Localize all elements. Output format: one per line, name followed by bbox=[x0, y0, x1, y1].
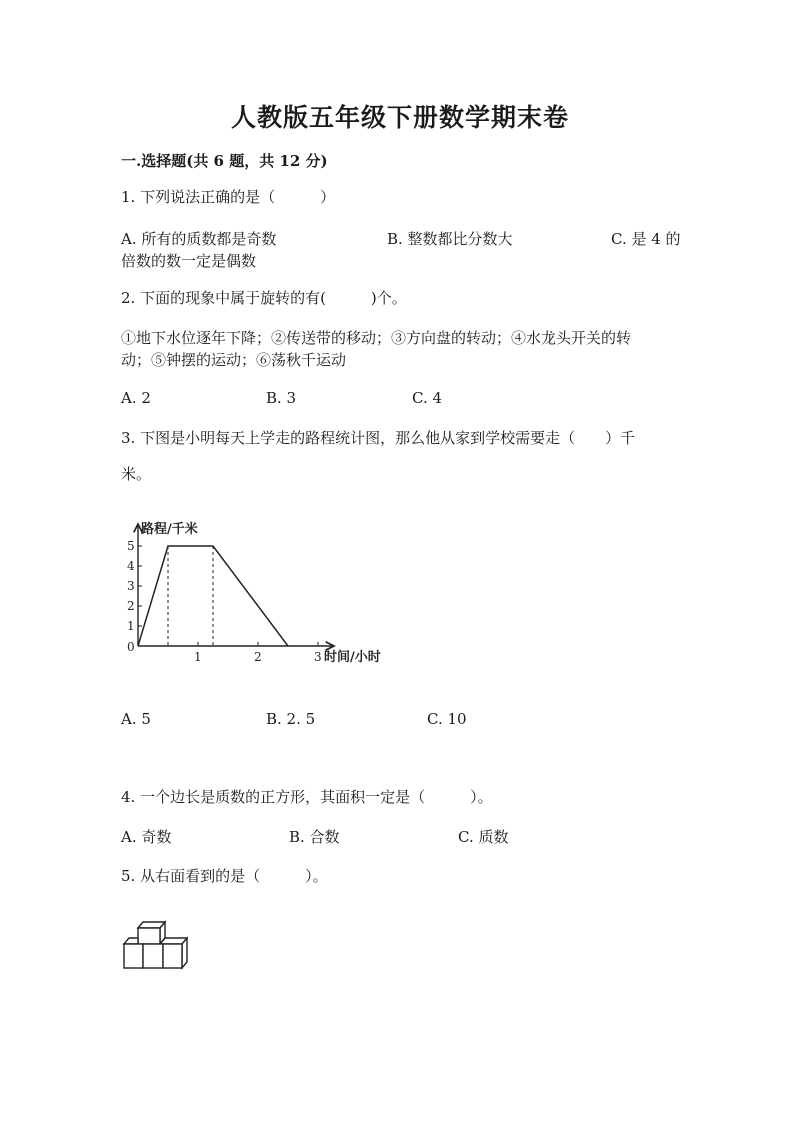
q2-stem: 2. 下面的现象中属于旋转的有( )个。 bbox=[121, 289, 407, 307]
y-tick-label-3: 3 bbox=[127, 579, 135, 593]
q1-option-c-continued: 倍数的数一定是偶数 bbox=[121, 252, 257, 270]
q1-stem: 1. 下列说法正确的是（ ） bbox=[121, 188, 336, 206]
q4-stem: 4. 一个边长是质数的正方形，其面积一定是（ ）。 bbox=[121, 788, 493, 806]
y-tick-label-2: 2 bbox=[127, 599, 135, 613]
q3-option-c[interactable]: C. 10 bbox=[427, 710, 467, 728]
q5-stem: 5. 从右面看到的是（ ）。 bbox=[121, 867, 328, 885]
q3-stem-line-1: 3. 下图是小明每天上学走的路程统计图，那么他从家到学校需要走（ ）千 bbox=[121, 429, 636, 447]
q2-list-line-1: ①地下水位逐年下降；②传送带的移动；③方向盘的转动；④水龙头开关的转 bbox=[121, 329, 632, 347]
q1-option-b[interactable]: B. 整数都比分数大 bbox=[387, 230, 513, 248]
q4-option-c[interactable]: C. 质数 bbox=[458, 828, 509, 846]
x-tick-label-3: 3 bbox=[314, 650, 322, 664]
section-heading: 一.选择题(共 6 题，共 12 分) bbox=[121, 152, 328, 170]
q1-option-c[interactable]: C. 是 4 的 bbox=[611, 230, 681, 248]
y-tick-label-5: 5 bbox=[127, 539, 135, 553]
y-tick-label-1: 1 bbox=[127, 619, 135, 633]
route-distance-chart bbox=[118, 518, 418, 670]
q3-option-b[interactable]: B. 2. 5 bbox=[266, 710, 316, 728]
q2-list-line-2: 动；⑤钟摆的运动；⑥荡秋千运动 bbox=[121, 351, 347, 369]
y-axis-label: 路程/千米 bbox=[141, 522, 198, 537]
q2-option-c[interactable]: C. 4 bbox=[412, 389, 443, 407]
cube-stack-figure bbox=[121, 920, 189, 970]
y-tick-label-4: 4 bbox=[127, 559, 135, 573]
x-tick-label-2: 2 bbox=[254, 650, 262, 664]
q3-option-a[interactable]: A. 5 bbox=[121, 710, 151, 728]
page-title: 人教版五年级下册数学期末卷 bbox=[230, 103, 569, 132]
q3-stem-line-2: 米。 bbox=[121, 465, 152, 483]
x-axis-label: 时间/小时 bbox=[324, 650, 381, 665]
x-tick-label-1: 1 bbox=[194, 650, 202, 664]
q2-option-a[interactable]: A. 2 bbox=[121, 389, 151, 407]
origin-label: 0 bbox=[127, 640, 135, 654]
q2-option-b[interactable]: B. 3 bbox=[266, 389, 297, 407]
q4-option-b[interactable]: B. 合数 bbox=[289, 828, 340, 846]
q1-option-a[interactable]: A. 所有的质数都是奇数 bbox=[121, 230, 277, 248]
q4-option-a[interactable]: A. 奇数 bbox=[121, 828, 172, 846]
